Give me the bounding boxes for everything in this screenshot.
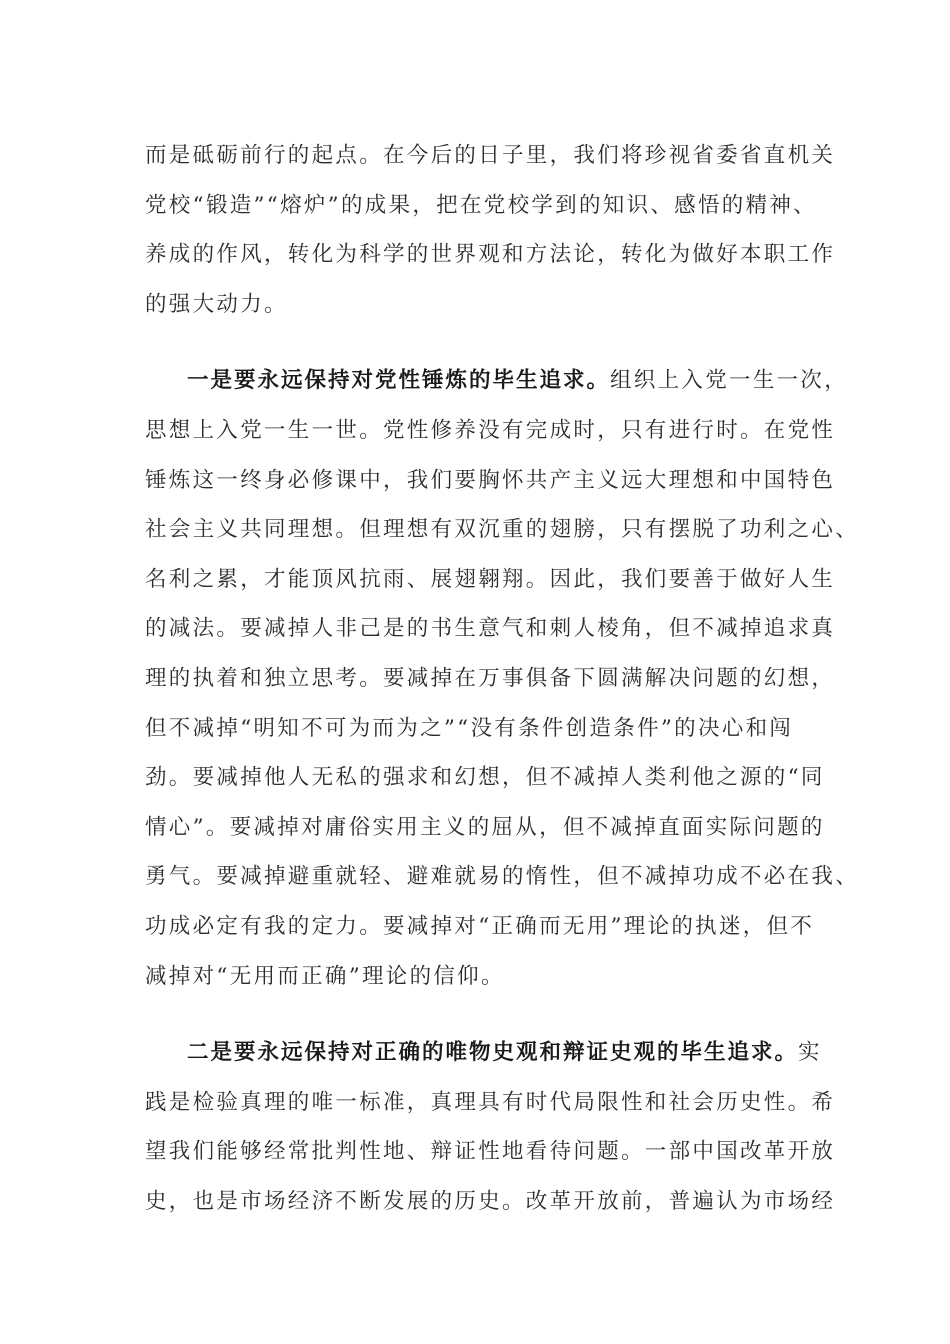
- paragraph-line: 理的执着和独立思考。要减掉在万事俱备下圆满解决问题的幻想，: [145, 665, 836, 691]
- paragraph-line: 养成的作风，转化为科学的世界观和方法论，转化为做好本职工作: [145, 242, 836, 268]
- paragraph-line: 的减法。要减掉人非己是的书生意气和刺人棱角，但不减掉追求真: [145, 616, 836, 642]
- paragraph-spacer: [145, 1001, 845, 1028]
- paragraph-line: 锤炼这一终身必修课中，我们要胸怀共产主义远大理想和中国特色: [145, 467, 836, 493]
- document-body: [145, 131, 860, 1226]
- paragraph-line: 功成必定有我的定力。要减掉对“正确而无用”理论的执迷，但不: [145, 913, 815, 939]
- paragraph-first-line: [145, 356, 849, 406]
- paragraph-line: 情心”。要减掉对庸俗实用主义的屈从，但不减掉直面实际问题的: [145, 814, 825, 840]
- paragraph-spacer: [145, 329, 845, 356]
- paragraph-line: 减掉对“无用而正确”理论的信仰。: [145, 963, 505, 989]
- paragraph-line: 勇气。要减掉避重就轻、避难就易的惰性，但不减掉功成不必在我、: [145, 864, 860, 890]
- paragraph-line: 思想上入党一生一世。党性修养没有完成时，只有进行时。在党性: [145, 417, 836, 443]
- paragraph-text: 实: [798, 1040, 822, 1066]
- paragraph-line: 社会主义共同理想。但理想有双沉重的翅膀，只有摆脱了功利之心、: [145, 517, 860, 543]
- section-heading: 一是要永远保持对党性锤炼的毕生追求。: [187, 368, 611, 394]
- paragraph-line: 望我们能够经常批判性地、辩证性地看待问题。一部中国改革开放: [145, 1139, 836, 1165]
- paragraph-text: 组织上入党一生一次，: [610, 368, 849, 394]
- paragraph-line: 党校“锻造”“熔炉”的成果，把在党校学到的知识、感悟的精神、: [145, 192, 817, 218]
- paragraph-first-line: [145, 1028, 845, 1078]
- paragraph-line: 劲。要减掉他人无私的强求和幻想，但不减掉人类利他之源的“同: [145, 765, 825, 791]
- paragraph-line: 而是砥砺前行的起点。在今后的日子里，我们将珍视省委省直机关: [145, 143, 836, 168]
- section-heading: 二是要永远保持对正确的唯物史观和辩证史观的毕生追求。: [187, 1040, 799, 1066]
- paragraph-line: 名利之累，才能顶风抗雨、展翅翱翔。因此，我们要善于做好人生: [145, 566, 836, 592]
- paragraph-line: 的强大动力。: [145, 291, 288, 317]
- paragraph-line: 但不减掉“明知不可为而为之”“没有条件创造条件”的决心和闯: [145, 715, 794, 741]
- paragraph-line: 史，也是市场经济不断发展的历史。改革开放前，普遍认为市场经: [145, 1188, 836, 1214]
- paragraph-line: 践是检验真理的唯一标准，真理具有时代局限性和社会历史性。希: [145, 1089, 836, 1115]
